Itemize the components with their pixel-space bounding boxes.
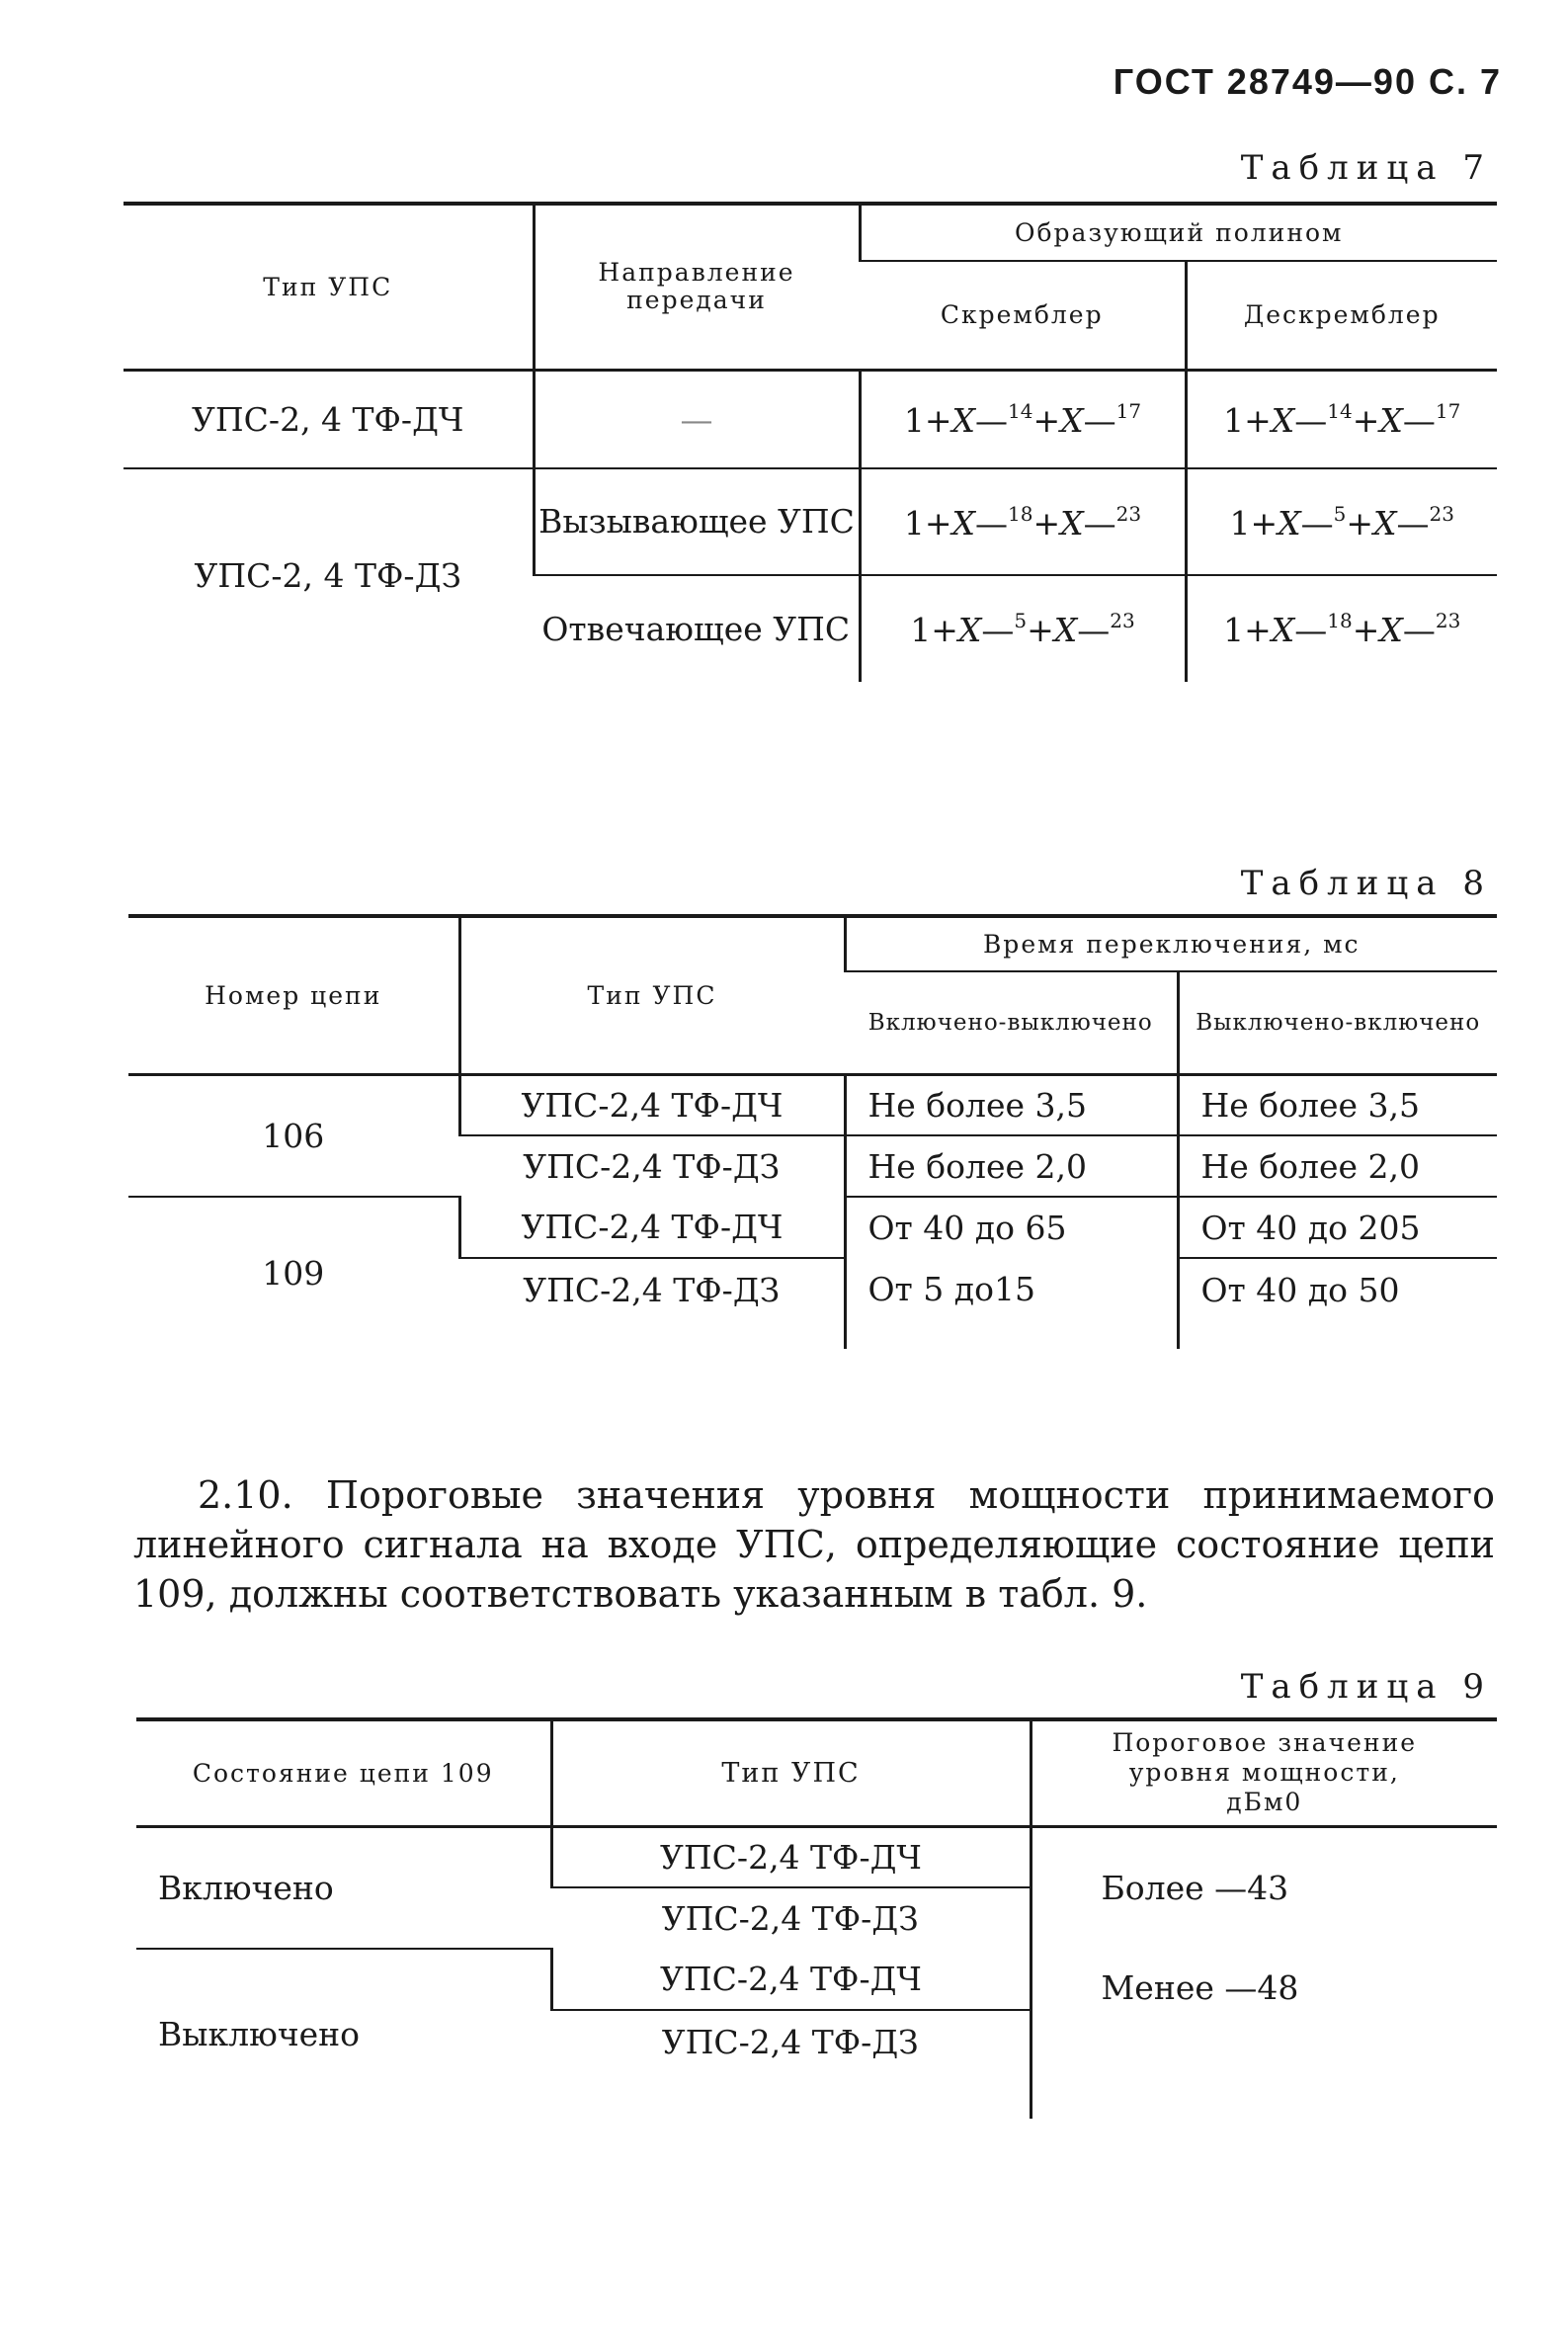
- t9-threshold-on: Более —43: [1031, 1826, 1497, 1949]
- table9: [136, 1717, 1497, 2119]
- t9-r3-type: УПС-2,4 ТФ-ДЧ: [551, 1949, 1031, 2010]
- t8-r3-type: УПС-2,4 ТФ-ДЧ: [459, 1197, 845, 1258]
- t8-header-type: Тип УПС: [459, 916, 845, 1074]
- t8-r2-off-on: Не более 2,0: [1178, 1135, 1497, 1197]
- table7-caption: Таблица 7: [1240, 148, 1492, 188]
- t8-r4-off-on: От 40 до 50: [1178, 1258, 1497, 1349]
- table8-caption: Таблица 8: [1240, 864, 1492, 903]
- t8-header-time: Время переключения, мс: [845, 916, 1497, 971]
- t7-header-polynom: Образующий полином: [860, 204, 1497, 261]
- t8-circuit-109: 109: [262, 1254, 325, 1293]
- table7: [124, 202, 1497, 682]
- table8: [128, 914, 1497, 1349]
- t9-r1-type: УПС-2,4 ТФ-ДЧ: [551, 1826, 1031, 1887]
- t7-row1-descrambler: 1+X—$^{14}$+X—$^{17}$: [1186, 370, 1497, 468]
- t7-row3-direction: Отвечающее УПС: [541, 609, 851, 648]
- t7-header-scrambler: Скремблер: [860, 261, 1186, 370]
- t9-header-threshold: Пороговое значение уровня мощности, дБм0: [1031, 1719, 1497, 1826]
- t8-r1-on-off: Не более 3,5: [845, 1074, 1178, 1135]
- t9-header-type: Тип УПС: [551, 1719, 1031, 1826]
- t8-r1-off-on: Не более 3,5: [1178, 1074, 1497, 1135]
- page-header: ГОСТ 28749—90 С. 7: [1113, 61, 1502, 102]
- t8-header-on-off: Включено-выключено: [845, 971, 1178, 1074]
- t7-row2-scrambler: 1+X—$^{18}$+X—$^{23}$: [860, 468, 1186, 575]
- t8-r4-type: УПС-2,4 ТФ-ДЗ: [523, 1271, 781, 1309]
- table9-caption: Таблица 9: [1240, 1667, 1492, 1707]
- t7-row2-descrambler: 1+X—$^5$+X—$^{23}$: [1186, 468, 1497, 575]
- paragraph-2-10: 2.10. Пороговые значения уровня мощности принимаемого линейного сигнала на входе УПС, определяющие состояние цепи 109, должны соответствовать указанным в табл. 9.: [133, 1473, 1495, 1616]
- t9-header-state: Состояние цепи 109: [136, 1719, 551, 1826]
- t8-r4-on-off: От 5 до15: [845, 1258, 1178, 1349]
- t8-r1-type: УПС-2,4 ТФ-ДЧ: [459, 1074, 845, 1135]
- t9-threshold-off: Менее —48: [1031, 1949, 1497, 2119]
- t7-header-direction: Направление передачи: [534, 204, 860, 370]
- t9-r2-type: УПС-2,4 ТФ-ДЗ: [661, 1899, 919, 1938]
- t7-row2-type: УПС-2, 4 ТФ-ДЗ: [194, 556, 461, 595]
- t8-r3-on-off: От 40 до 65: [845, 1197, 1178, 1258]
- t9-state-off: Выключено: [158, 2015, 361, 2053]
- t7-header-type: Тип УПС: [124, 204, 534, 370]
- t8-r2-on-off: Не более 2,0: [845, 1135, 1178, 1197]
- t7-row3-descrambler: 1+X—$^{18}$+X—$^{23}$: [1186, 575, 1497, 682]
- t8-r3-off-on: От 40 до 205: [1178, 1197, 1497, 1258]
- t8-header-circuit: Номер цепи: [128, 916, 459, 1074]
- t7-row1-type: УПС-2, 4 ТФ-ДЧ: [124, 370, 534, 468]
- t7-row1-direction: —: [534, 370, 860, 468]
- t8-header-off-on: Выключено-включено: [1178, 971, 1497, 1074]
- t8-r2-type: УПС-2,4 ТФ-ДЗ: [523, 1147, 781, 1186]
- t9-r4-type: УПС-2,4 ТФ-ДЗ: [661, 2023, 919, 2061]
- t7-header-descrambler: Дескремблер: [1186, 261, 1497, 370]
- t7-row2-direction: Вызывающее УПС: [534, 468, 860, 575]
- t7-row1-scrambler: 1+X—$^{14}$+X—$^{17}$: [860, 370, 1186, 468]
- t7-row3-scrambler: 1+X—$^5$+X—$^{23}$: [860, 575, 1186, 682]
- t9-state-on: Включено: [136, 1826, 551, 1949]
- t8-circuit-106: 106: [128, 1074, 459, 1197]
